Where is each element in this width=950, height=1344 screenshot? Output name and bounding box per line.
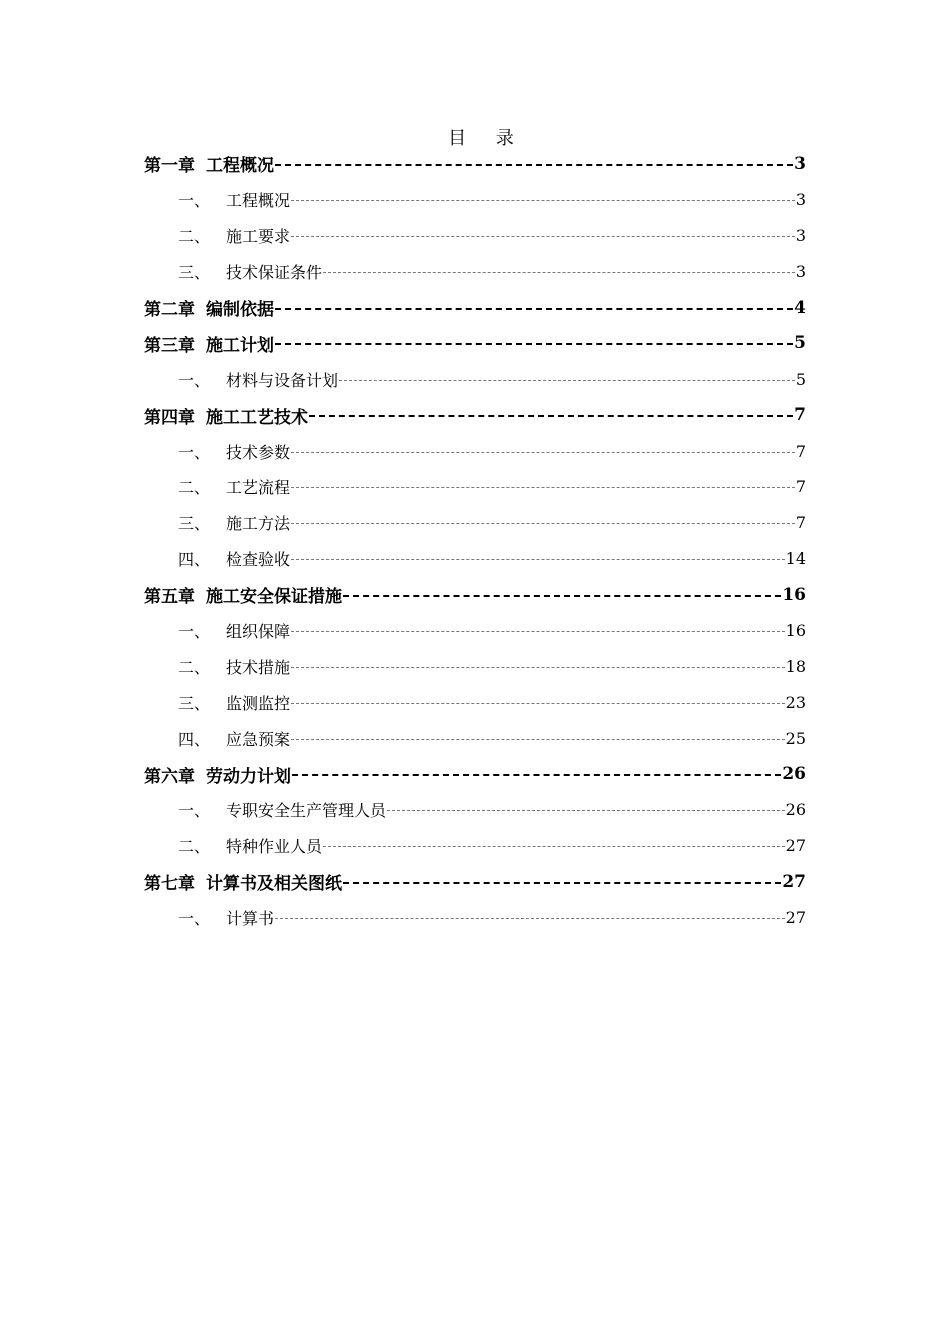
toc-section-entry[interactable] — [144, 648, 806, 684]
section-number: 一、 — [178, 370, 211, 390]
section-number: 二、 — [178, 657, 211, 677]
toc-section-entry[interactable] — [144, 218, 806, 254]
dot-leader — [343, 595, 781, 597]
page-number: 7 — [795, 513, 806, 533]
page-number: 14 — [785, 549, 806, 569]
chapter-number: 第一章 — [144, 156, 195, 177]
page-number: 27 — [782, 871, 806, 892]
section-title: 专职安全生产管理人员 — [226, 801, 387, 821]
page-number: 7 — [795, 477, 806, 497]
toc-section-entry[interactable] — [144, 254, 806, 290]
section-number: 三、 — [178, 514, 211, 534]
chapter-number: 第三章 — [144, 335, 195, 356]
dot-leader — [275, 343, 793, 345]
toc-chapter-entry[interactable] — [144, 397, 806, 433]
dot-leader — [275, 918, 785, 919]
page-number: 18 — [785, 656, 806, 676]
toc-section-entry[interactable] — [144, 792, 806, 828]
toc-section-entry[interactable] — [144, 900, 806, 936]
section-number: 一、 — [178, 442, 211, 462]
dot-leader — [387, 810, 785, 811]
table-of-contents — [144, 146, 806, 936]
dot-leader — [291, 523, 795, 524]
page-number: 3 — [795, 190, 806, 210]
toc-title: 目 录 — [448, 128, 526, 149]
dot-leader — [291, 559, 785, 560]
section-title: 计算书 — [226, 909, 275, 929]
toc-section-entry[interactable] — [144, 828, 806, 864]
section-title: 技术保证条件 — [226, 263, 323, 283]
section-number: 一、 — [178, 191, 211, 211]
section-title: 组织保障 — [226, 622, 291, 642]
toc-chapter-entry[interactable] — [144, 864, 806, 900]
toc-chapter-entry[interactable] — [144, 290, 806, 326]
chapter-number: 第四章 — [144, 407, 195, 428]
section-title: 施工方法 — [226, 514, 291, 534]
dot-leader — [291, 631, 785, 632]
section-number: 二、 — [178, 227, 211, 247]
dot-leader — [291, 236, 795, 237]
section-number: 三、 — [178, 693, 211, 713]
dot-leader — [292, 774, 781, 776]
chapter-title: 施工工艺技术 — [206, 407, 308, 428]
page-number: 7 — [794, 405, 806, 426]
toc-section-entry[interactable] — [144, 469, 806, 505]
page-number: 5 — [794, 333, 806, 354]
dot-leader — [291, 667, 785, 668]
toc-section-entry[interactable] — [144, 541, 806, 577]
section-number: 一、 — [178, 909, 211, 929]
toc-section-entry[interactable] — [144, 433, 806, 469]
section-number: 二、 — [178, 478, 211, 498]
dot-leader — [291, 452, 795, 453]
page-number: 3 — [794, 153, 806, 174]
chapter-title: 工程概况 — [206, 156, 274, 177]
page-number: 26 — [785, 800, 806, 820]
section-title: 工艺流程 — [226, 478, 291, 498]
toc-chapter-entry[interactable] — [144, 756, 806, 792]
page-number: 16 — [785, 621, 806, 641]
chapter-number: 第二章 — [144, 300, 195, 320]
dot-leader — [323, 272, 795, 273]
chapter-number: 第六章 — [144, 766, 195, 787]
section-title: 材料与设备计划 — [226, 370, 339, 390]
section-title: 检查验收 — [226, 550, 291, 570]
page-number: 27 — [785, 908, 806, 928]
section-number: 四、 — [178, 729, 211, 749]
toc-chapter-entry[interactable] — [144, 146, 806, 182]
page-number: 3 — [795, 226, 806, 246]
section-title: 应急预案 — [226, 729, 291, 749]
toc-section-entry[interactable] — [144, 613, 806, 649]
page-number: 23 — [785, 692, 806, 712]
page-number: 5 — [795, 369, 806, 389]
section-title: 施工要求 — [226, 227, 291, 247]
dot-leader — [291, 200, 795, 201]
dot-leader — [291, 487, 795, 488]
dot-leader — [323, 846, 785, 847]
dot-leader — [291, 703, 785, 704]
toc-section-entry[interactable] — [144, 505, 806, 541]
dot-leader — [343, 882, 781, 884]
dot-leader — [339, 380, 795, 381]
page-number: 16 — [782, 584, 806, 605]
page-number: 27 — [785, 836, 806, 856]
toc-section-entry[interactable] — [144, 182, 806, 218]
toc-section-entry[interactable] — [144, 720, 806, 756]
chapter-title: 编制依据 — [206, 300, 274, 320]
section-title: 工程概况 — [226, 191, 291, 211]
section-number: 三、 — [178, 263, 211, 283]
section-number: 一、 — [178, 801, 211, 821]
section-title: 特种作业人员 — [226, 837, 323, 857]
chapter-title: 施工安全保证措施 — [206, 587, 342, 608]
page-number: 3 — [795, 262, 806, 282]
dot-leader — [275, 308, 793, 310]
page-number: 4 — [794, 297, 806, 318]
page-number: 7 — [795, 441, 806, 461]
section-number: 四、 — [178, 550, 211, 570]
section-title: 技术措施 — [226, 657, 291, 677]
dot-leader — [309, 415, 793, 417]
toc-section-entry[interactable] — [144, 361, 806, 397]
page-number: 26 — [782, 764, 806, 785]
chapter-title: 劳动力计划 — [206, 766, 291, 787]
chapter-number: 第五章 — [144, 587, 195, 608]
section-number: 二、 — [178, 837, 211, 857]
chapter-title: 施工计划 — [206, 335, 274, 356]
section-title: 技术参数 — [226, 442, 291, 462]
toc-section-entry[interactable] — [144, 684, 806, 720]
toc-chapter-entry[interactable] — [144, 325, 806, 361]
section-number: 一、 — [178, 622, 211, 642]
section-title: 监测监控 — [226, 693, 291, 713]
page-number: 25 — [785, 728, 806, 748]
chapter-title: 计算书及相关图纸 — [206, 874, 342, 895]
dot-leader — [291, 739, 785, 740]
chapter-number: 第七章 — [144, 874, 195, 895]
dot-leader — [275, 164, 793, 166]
toc-chapter-entry[interactable] — [144, 577, 806, 613]
